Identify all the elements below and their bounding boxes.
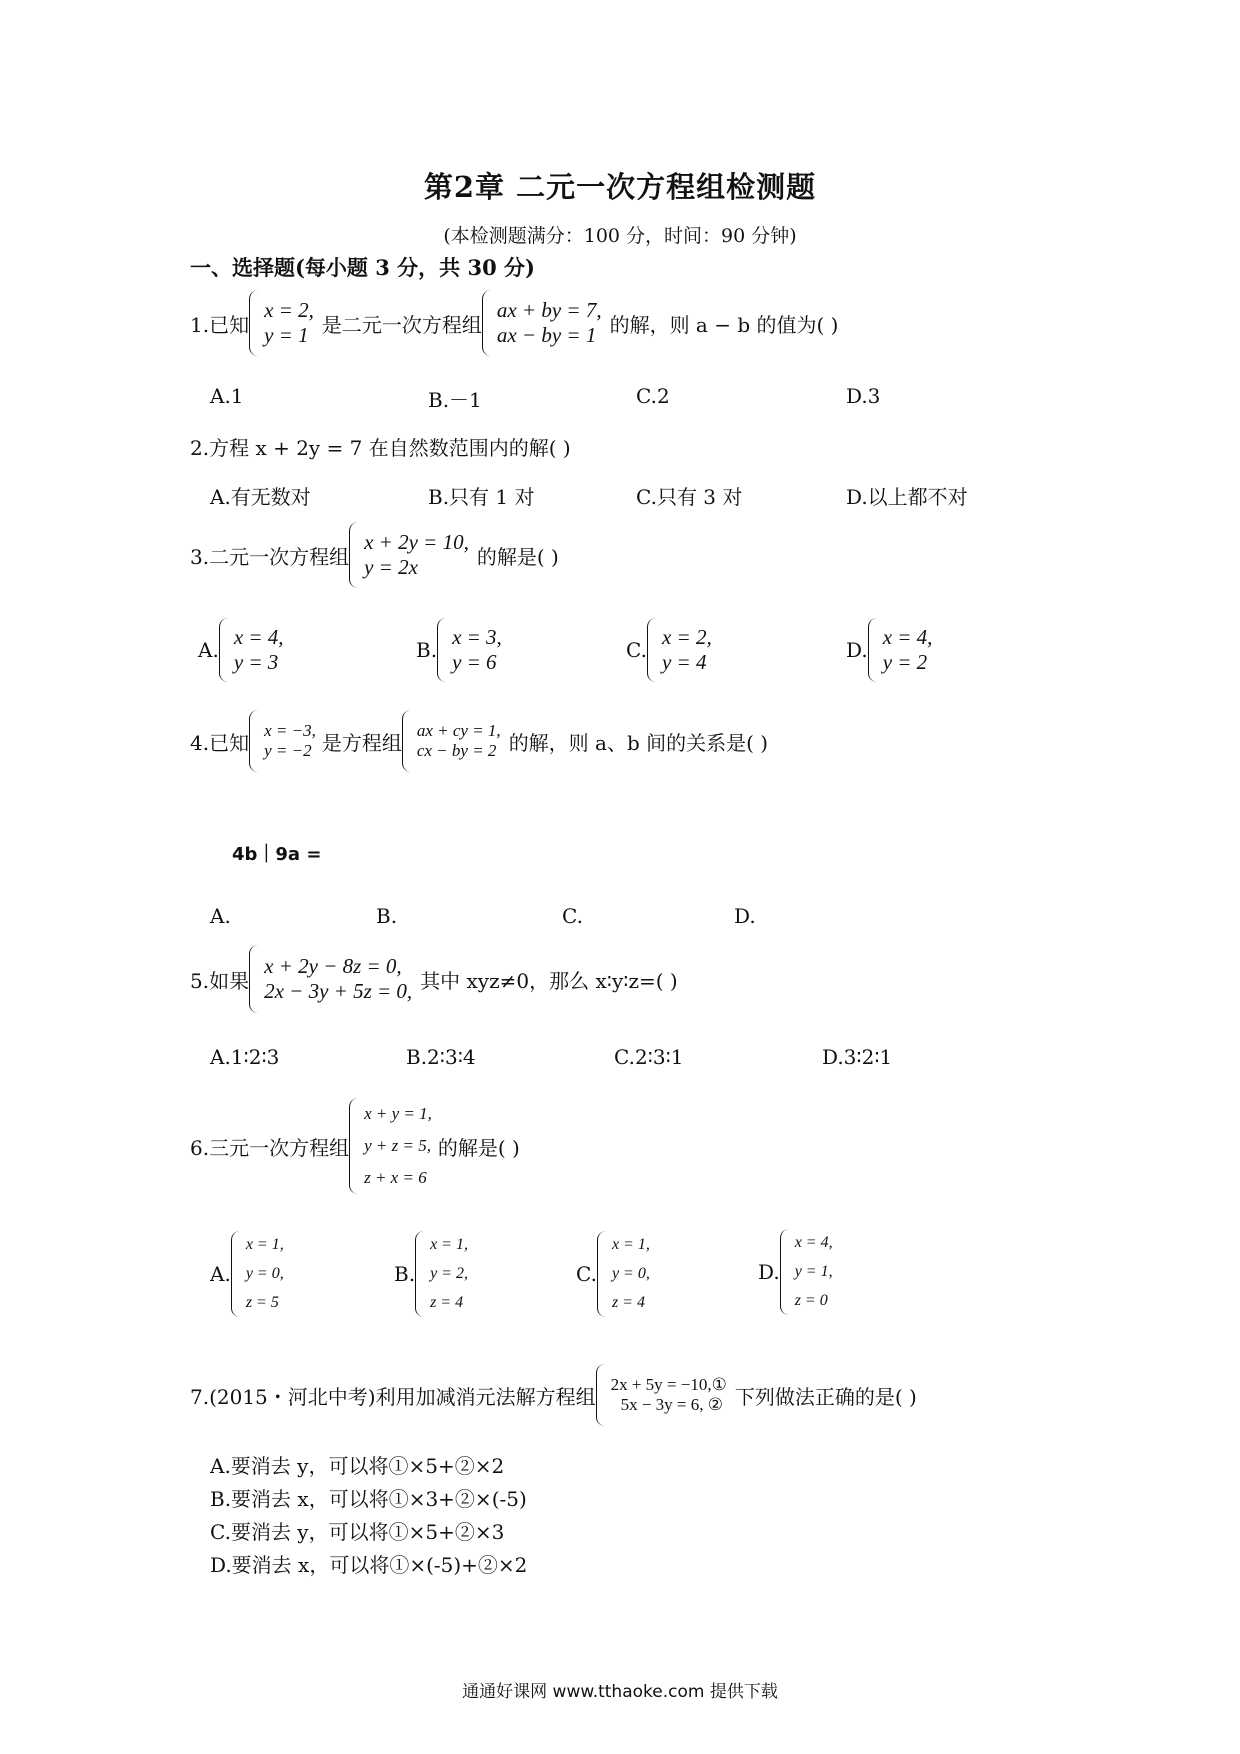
q1-system-1 xyxy=(249,290,314,356)
q4-prefix: 4.已知 xyxy=(190,730,250,755)
q3-option-a xyxy=(198,618,284,682)
q3-option-line: y = 4 xyxy=(661,650,707,674)
q1-prefix: 1.已知 xyxy=(190,312,250,337)
q6-option-line: x = 1, xyxy=(430,1236,468,1253)
question-5 xyxy=(190,945,678,1013)
q3-option-line: x = 4, xyxy=(233,625,284,649)
q7-sys-line: 5x − 3y = 6, ② xyxy=(620,1395,724,1414)
q6-option-a xyxy=(210,1230,284,1317)
q6-option-line: x = 1, xyxy=(611,1236,650,1253)
q4-suffix: 的解，则 a、b 间的关系是( ) xyxy=(508,730,769,755)
q3-option-label: A. xyxy=(198,638,219,662)
q4-sys1-line: x = −3, xyxy=(264,721,316,740)
q1-sys2-line: ax − by = 1 xyxy=(496,323,597,347)
question-4 xyxy=(190,710,768,772)
q6-option-label: C. xyxy=(576,1261,597,1286)
q3-sys-line: y = 2x xyxy=(364,555,418,579)
q6-option-label: B. xyxy=(394,1261,416,1286)
page-title: 第2章 二元一次方程组检测题 xyxy=(423,170,817,204)
q6-option-line: z = 4 xyxy=(611,1294,645,1311)
q6-option-line: x = 1, xyxy=(245,1236,284,1253)
q4-option-c: C. xyxy=(562,904,583,928)
q5-option-b: B.2∶3∶4 xyxy=(406,1045,476,1069)
q1-system-2 xyxy=(482,290,602,356)
q5-sys-line: 2x − 3y + 5z = 0, xyxy=(264,979,413,1003)
q6-option-b xyxy=(394,1230,468,1317)
q4-sys2-line: ax + cy = 1, xyxy=(416,721,501,740)
q2-option-d: D.以上都不对 xyxy=(846,485,968,509)
q6-option-line: x = 4, xyxy=(794,1234,833,1251)
q3-option-c xyxy=(626,618,712,682)
q3-system xyxy=(349,522,469,588)
question-7 xyxy=(190,1364,917,1426)
q6-option-line: y = 2, xyxy=(430,1265,468,1282)
q2-option-b: B.只有 1 对 xyxy=(428,485,535,509)
q7-option-a: A.要消去 y，可以将①×5+②×2 xyxy=(210,1454,505,1478)
q6-sys-line: z + x = 6 xyxy=(364,1168,427,1187)
q4-sys2-line: cx − by = 2 xyxy=(416,741,497,760)
q6-option-d xyxy=(758,1228,833,1315)
page-footer: 通通好课网 www.tthaoke.com 提供下载 xyxy=(462,1682,778,1702)
q1-sys2-line: ax + by = 7, xyxy=(496,298,602,322)
q4-system-1 xyxy=(249,710,316,772)
q3-prefix: 3.二元一次方程组 xyxy=(190,544,350,569)
q4-system-2 xyxy=(402,710,501,772)
q5-option-a: A.1∶2∶3 xyxy=(210,1045,280,1069)
q3-option-label: C. xyxy=(626,638,647,662)
q6-option-line: y = 0, xyxy=(245,1265,284,1282)
question-2: 2.方程 x + 2y = 7 在自然数范围内的解( ) xyxy=(190,436,571,460)
q6-sys-line: y + z = 5, xyxy=(364,1136,431,1155)
q3-option-line: y = 6 xyxy=(452,650,497,674)
q1-option-b: B.－1 xyxy=(428,388,482,412)
q3-option-label: B. xyxy=(416,638,438,662)
question-1 xyxy=(190,290,838,356)
q6-suffix: 的解是( ) xyxy=(437,1135,520,1160)
q1-sys1-line: x = 2, xyxy=(264,298,314,322)
q7-suffix: 下列做法正确的是( ) xyxy=(734,1384,917,1409)
q4-sys1-line: y = −2 xyxy=(264,741,312,760)
q3-option-d xyxy=(846,618,932,682)
question-3 xyxy=(190,522,559,588)
q5-system xyxy=(249,945,412,1013)
q6-option-label: D. xyxy=(758,1259,780,1284)
q4-option-a: A. xyxy=(210,904,231,928)
q3-option-line: y = 2 xyxy=(882,650,928,674)
q6-system xyxy=(349,1098,432,1194)
section-heading: 一、选择题(每小题 3 分，共 30 分) xyxy=(190,255,535,280)
q3-option-b xyxy=(416,618,502,682)
q5-option-c: C.2∶3∶1 xyxy=(614,1045,684,1069)
q6-option-line: z = 0 xyxy=(794,1292,828,1309)
q5-option-d: D.3∶2∶1 xyxy=(822,1045,893,1069)
q1-middle: 是二元一次方程组 xyxy=(321,312,482,337)
q1-option-a: A.1 xyxy=(210,384,244,408)
q6-option-line: y = 0, xyxy=(611,1265,650,1282)
q3-option-line: x = 3, xyxy=(452,625,502,649)
q6-option-line: y = 1, xyxy=(794,1263,833,1280)
q5-sys-line: x + 2y − 8z = 0, xyxy=(264,954,402,978)
q1-option-d: D.3 xyxy=(846,384,881,408)
q7-prefix: 7.(2015・河北中考)利用加减消元法解方程组 xyxy=(190,1384,596,1409)
q5-prefix: 5.如果 xyxy=(190,968,250,993)
page-subtitle: (本检测题满分：100 分，时间：90 分钟) xyxy=(443,225,797,247)
q7-option-c: C.要消去 y，可以将①×5+②×3 xyxy=(210,1520,505,1544)
q1-sys1-line: y = 1 xyxy=(264,323,309,347)
q7-sys-line: 2x + 5y = −10,① xyxy=(610,1375,727,1394)
q1-option-c: C.2 xyxy=(636,384,670,408)
q1-suffix: 的解，则 a − b 的值为( ) xyxy=(609,312,839,337)
q4-option-b: B. xyxy=(376,904,398,928)
question-6 xyxy=(190,1098,520,1194)
q7-option-b: B.要消去 x，可以将①×3+②×(-5) xyxy=(210,1487,527,1511)
q3-sys-line: x + 2y = 10, xyxy=(364,530,469,554)
q6-option-line: z = 5 xyxy=(245,1294,279,1311)
q6-option-c xyxy=(576,1230,650,1317)
q2-option-c: C.只有 3 对 xyxy=(636,485,743,509)
q6-option-label: A. xyxy=(210,1261,231,1286)
q3-option-line: y = 3 xyxy=(233,650,279,674)
q3-option-line: x = 2, xyxy=(661,625,712,649)
q6-option-line: z = 4 xyxy=(430,1294,464,1311)
q2-option-a: A.有无数对 xyxy=(210,485,311,509)
q7-system xyxy=(596,1364,727,1426)
q7-option-d: D.要消去 x，可以将①×(-5)+②×2 xyxy=(210,1553,528,1577)
q3-option-label: D. xyxy=(846,638,868,662)
q6-prefix: 6.三元一次方程组 xyxy=(190,1135,350,1160)
q5-suffix: 其中 xyz≠0，那么 x∶y∶z=( ) xyxy=(420,968,678,993)
q4-option-d: D. xyxy=(734,904,756,928)
q3-option-line: x = 4, xyxy=(882,625,933,649)
q6-sys-line: x + y = 1, xyxy=(364,1104,432,1123)
q3-suffix: 的解是( ) xyxy=(476,544,559,569)
q4-middle: 是方程组 xyxy=(321,730,402,755)
q4-fragment: 4b｜9a = xyxy=(232,844,322,865)
